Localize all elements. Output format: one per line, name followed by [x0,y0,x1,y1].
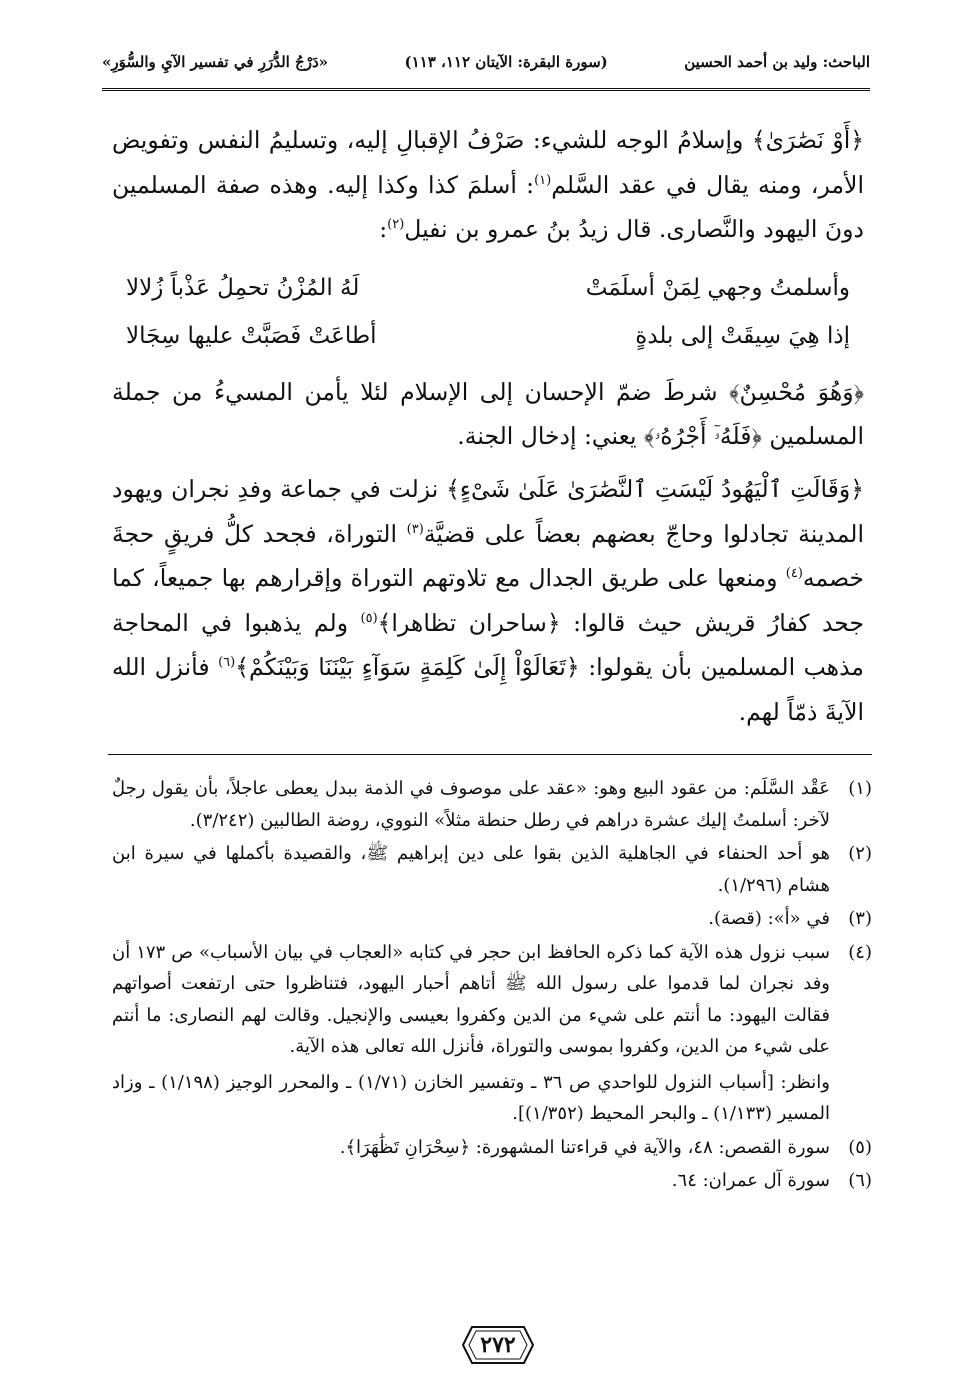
footnote-4-text: سبب نزول هذه الآية كما ذكره الحافظ ابن حجر في كتابه «العجاب في بيان الأسباب» ص ١٧٣ أن وفد نجران لما قدموا على رسول الله ﷺ أتاهم أحبار اليهود، فتناظروا حتى ارتفعت أصواتهم فقالت اليهود: ما أنتم على شيء من الدين وكفروا بعيسى والإنجيل. وقالت لهم النصارى: ما أنتم على شيء من الدين، وكفروا بموسى والتوراة، فأنزل الله تعالى هذه الآية. [112,941,830,1057]
paragraph-3-text-c: ومنعها على طريق الجدال مع تلاوتهم التوراة وإقرارهم بها جميعاً، كما جحد كفارُ قريش حيث قالوا: ﴿ساحران تظاهرا﴾ [112,564,865,637]
footnote-5 [112,1132,872,1164]
paragraph-1 [112,118,864,252]
paragraph-1-text-a: ﴿أَوْ نَصَٰرَىٰ﴾ وإسلامُ الوجه للشيء: صَرْفُ الإقبالِ إليه، وتسليمُ النفس وتفويض الأمر، ومنه يقال في عقد السَّلم [112,126,864,199]
footnote-1-number: (١) [848,778,872,799]
paragraph-3-text-b: التوراة، فجحد كلُّ فريقٍ حجةَ خصمه [112,519,864,593]
footnote-5-text: سورة القصص: ٤٨، والآية في قراءتنا المشهورة: ﴿سِحْرَانِ تَظَٰهَرَا﴾. [339,1136,830,1158]
header-book-title: «دَرْجُ الدُّرَرِ في تفسير الآيِ والسُّوَرِ» [102,53,329,71]
footnote-marker-4: (٤) [785,566,803,582]
footnote-separator [108,754,872,755]
main-text [112,118,864,735]
paragraph-1-text-c: : [379,215,388,244]
footnote-4 [112,937,872,1063]
header-author: الباحث: وليد بن أحمد الحسين [684,53,870,71]
footnote-4-number: (٤) [848,941,872,963]
footnote-4-references-text: وانظر: [أسباب النزول للواحدي ص ٣٦ ـ وتفسير الخازن (١/٧١) ـ والمحرر الوجيز (١/١٩٨) ـ وزاد المسير (١/١٣٣) ـ والبحر المحيط (١/٣٥٢)]. [112,1071,830,1124]
page-number: ٢٧٢ [480,1332,516,1358]
paragraph-1-text-b: : أسلمَ كذا وكذا إليه. وهذه صفة المسلمين دونَ اليهود والنَّصارى. قال زيدُ بنُ عمرو بن نفيل [112,170,864,244]
paragraph-3 [112,467,864,735]
footnote-2-text: هو أحد الحنفاء في الجاهلية الذين بقوا على دين إبراهيم ﷺ، والقصيدة بأكملها في سيرة ابن هشام (١/٢٩٦). [112,843,830,896]
verse-2-first-hemistich: إذا هِيَ سِيقَتْ إلى بلدةٍ [635,322,850,349]
footnote-marker-6: (٦) [218,655,236,671]
footnote-6-text: سورة آل عمران: ٦٤. [671,1170,830,1191]
header-rule [102,88,870,91]
footnote-marker-2: (٢) [387,217,405,233]
poem-verse-2 [112,312,864,360]
footnote-6 [112,1165,872,1197]
footnote-marker-3: (٣) [406,521,424,537]
footnote-1 [112,773,872,836]
footnote-4-references [112,1065,872,1130]
paragraph-3-text-a: ﴿وَقَالَتِ ٱلْيَهُودُ لَيْسَتِ ٱلنَّصَٰرَىٰ عَلَىٰ شَىْءٍ﴾ نزلت في جماعة وفدِ نجران ويهود المدينة تجادلوا وحاجّ بعضهم بعضاً على قضيَّة [112,474,864,548]
paragraph-3-text-e: فأنزل الله الآيةَ ذمّاً لهم. [112,653,864,726]
footnote-1-text: عَقْد السَّلَم: من عقود البيع وهو: «عقد على موصوف في الذمة ببدل يعطى عاجلاً، بأن يقول رجلٌ لآخر: أسلمتُ إليك عشرة دراهم في رطل حنطة مثلاً» النووي، روضة الطالبين (٣/٢٤٢). [112,778,830,831]
paragraph-2: ﴿وَهُوَ مُحْسِنٌ﴾ شرطَ ضمّ الإحسان إلى الإسلام لئلا يأمن المسيءُ من جملة المسلمين ﴿فَلَهُۥٓ أَجْرُهُۥ﴾ يعني: إدخال الجنة. [112,377,864,451]
running-header [102,40,870,84]
footnote-6-number: (٦) [848,1170,872,1191]
page-number-badge [462,1325,534,1365]
poem-verse-1 [112,264,864,312]
footnote-5-number: (٥) [848,1136,872,1158]
verse-1-second-hemistich: لَهُ المُزْنُ تحمِلُ عَذْباً زُلالا [126,274,360,301]
header-section: (سورة البقرة: الآيتان ١١٢، ١١٣) [404,53,608,71]
footnote-3-text: في «أ»: (قصة). [708,908,830,929]
footnote-3-number: (٣) [848,908,872,929]
verse-2-second-hemistich: أطاعَتْ فَصَبَّتْ عليها سِجَالا [126,322,377,349]
verse-1-first-hemistich: وأسلمتُ وجهي لِمَنْ أسلَمَتْ [585,274,850,301]
footnote-2 [112,838,872,901]
footnote-3 [112,903,872,935]
footnote-marker-1: (١) [534,172,552,188]
footnote-marker-5: (٥) [360,610,378,626]
footnote-4-references-number [830,1065,872,1130]
paragraph-3-text-d: ولم يذهبوا في المحاجة مذهب المسلمين بأن يقولوا: ﴿تَعَالَوْاْ إِلَىٰ كَلِمَةٍ سَوَآءٍ بَيْنَنَا وَبَيْنَكُمْ﴾ [112,608,865,682]
poem [112,264,864,360]
footnote-2-number: (٢) [848,843,872,864]
footnotes [112,773,872,1199]
